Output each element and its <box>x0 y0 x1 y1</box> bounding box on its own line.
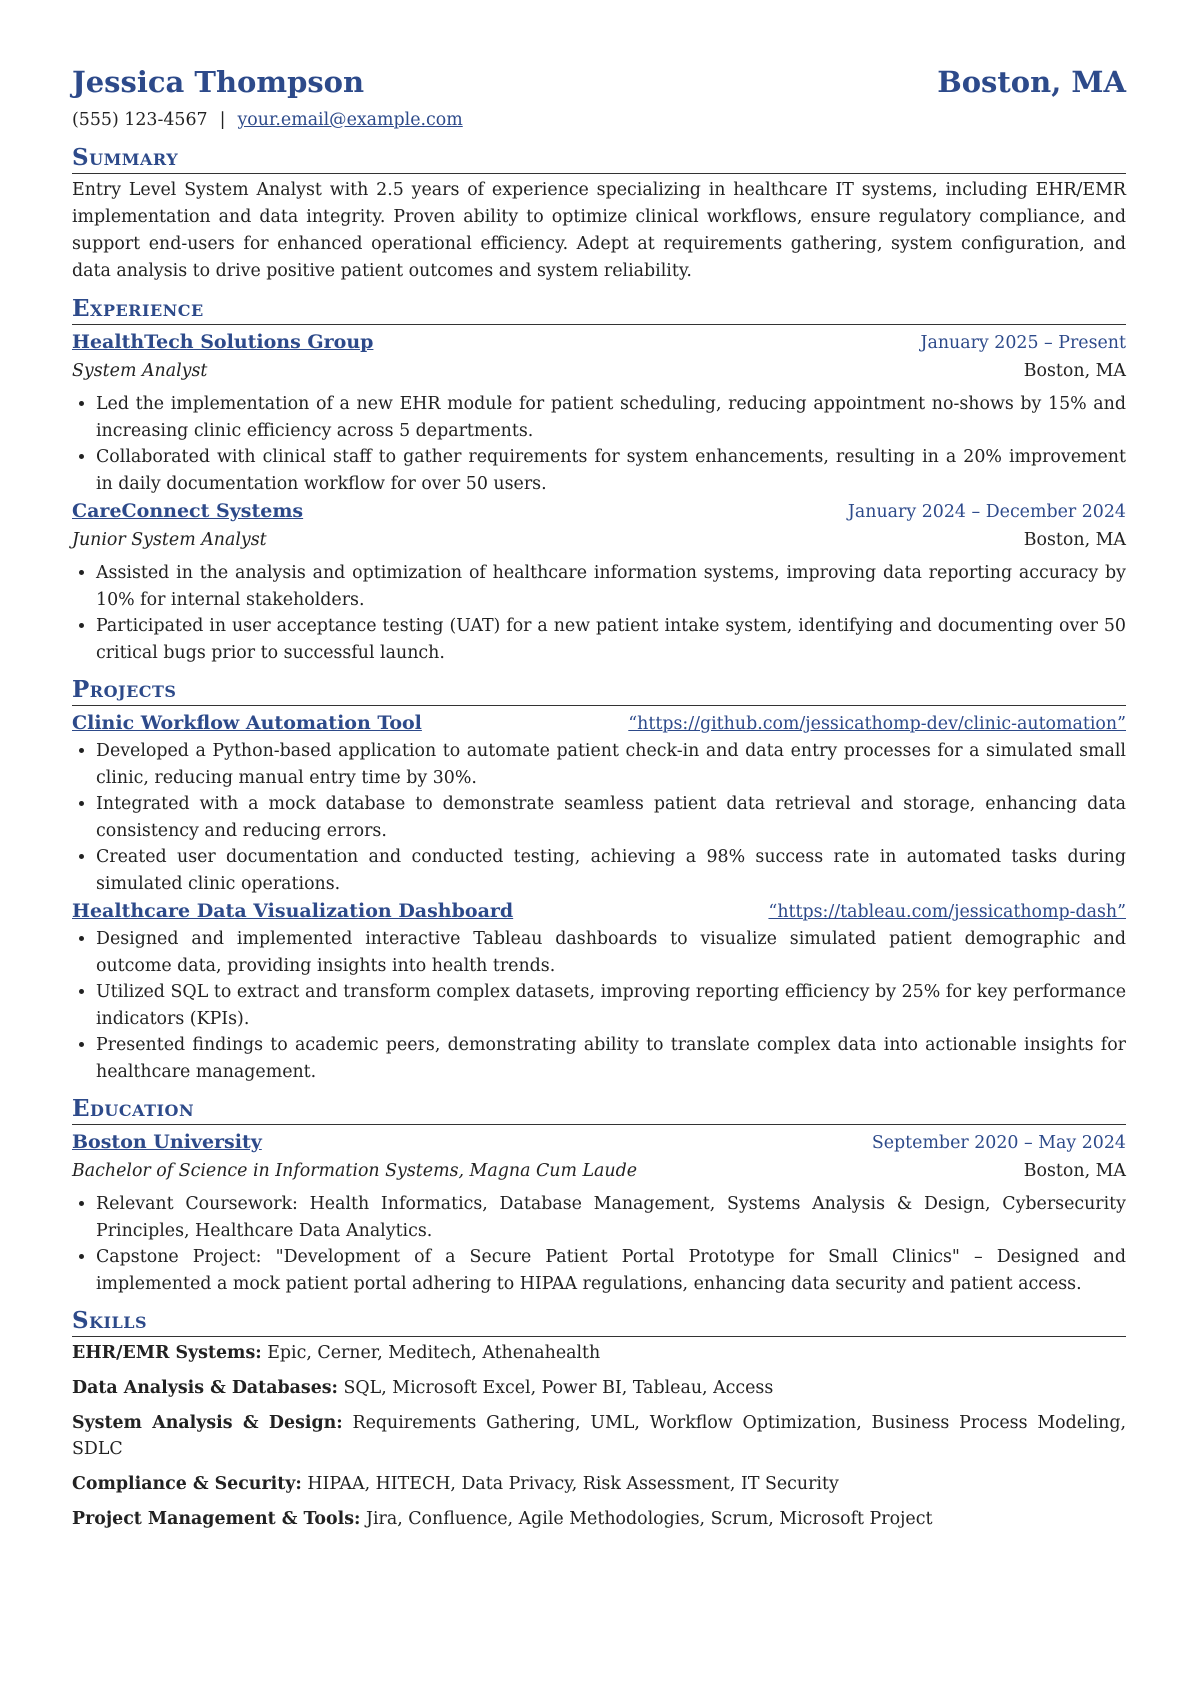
job-org-link[interactable]: CareConnect Systems <box>72 500 304 522</box>
summary-heading: Summary <box>72 144 1126 174</box>
contact-separator: | <box>219 110 226 130</box>
experience-heading: Experience <box>72 295 1126 325</box>
job-location: Boston, MA <box>1023 530 1126 550</box>
education-location: Boston, MA <box>1023 1161 1126 1181</box>
project-bullets <box>72 738 1126 897</box>
candidate-location: Boston, MA <box>937 65 1126 99</box>
skill-row <box>72 1410 1126 1462</box>
skills-heading: Skills <box>72 1307 1126 1337</box>
skill-row <box>72 1340 1126 1366</box>
bullet-item: • Created user documentation and conducted testing, achieving a 98% success rate in automated tasks during simulated clinic operations. <box>96 844 1126 897</box>
skill-label: System Analysis & Design: <box>72 1413 343 1433</box>
bullet-item: • Collaborated with clinical staff to gather requirements for system enhancements, resulting in a 20% improvement in daily documentation workflow for over 50 users. <box>96 444 1126 497</box>
bullet-item: • Capstone Project: "Development of a Secure Patient Portal Prototype for Small Clinics" – Designed and implemented a mock patient portal adhering to HIPAA regulations, enhancing data security and patient access. <box>96 1244 1126 1297</box>
skill-value: HIPAA, HITECH, Data Privacy, Risk Assessment, IT Security <box>307 1474 839 1494</box>
bullet-item: • Participated in user acceptance testing (UAT) for a new patient intake system, identifying and documenting over 50 critical bugs prior to successful launch. <box>96 613 1126 666</box>
project-url-link[interactable]: “https://tableau.com/jessicathomp-dash” <box>768 902 1126 922</box>
skill-row <box>72 1471 1126 1497</box>
skill-label: Project Management & Tools: <box>72 1509 361 1529</box>
bullet-item: • Assisted in the analysis and optimization of healthcare information systems, improving data reporting accuracy by 10% for internal stakeholders. <box>96 560 1126 613</box>
resume-page <box>72 58 1126 1541</box>
bullet-item: • Developed a Python-based application to automate patient check-in and data entry processes for a simulated small clinic, reducing manual entry time by 30%. <box>96 738 1126 791</box>
bullet-item: • Led the implementation of a new EHR module for patient scheduling, reducing appointment no-shows by 15% and increasing clinic efficiency across 5 departments. <box>96 391 1126 444</box>
education-heading: Education <box>72 1095 1126 1125</box>
projects-heading: Projects <box>72 676 1126 706</box>
job-entry <box>72 328 1126 497</box>
project-name-link[interactable]: Clinic Workflow Automation Tool <box>72 712 422 734</box>
job-bullets <box>72 391 1126 497</box>
education-dates: September 2020 – May 2024 <box>871 1133 1126 1153</box>
job-entry <box>72 497 1126 666</box>
job-role: System Analyst <box>72 361 208 381</box>
degree: Bachelor of Science in Information Systems, Magna Cum Laude <box>72 1161 638 1181</box>
resume-header <box>72 58 1126 106</box>
skill-label: Compliance & Security: <box>72 1474 302 1494</box>
job-location: Boston, MA <box>1023 361 1126 381</box>
bullet-item: • Utilized SQL to extract and transform complex datasets, improving reporting efficiency by 25% for key performance indicators (KPIs). <box>96 979 1126 1032</box>
bullet-item: • Integrated with a mock database to demonstrate seamless patient data retrieval and storage, enhancing data consistency and reducing errors. <box>96 791 1126 844</box>
skill-value: Jira, Confluence, Agile Methodologies, Scrum, Microsoft Project <box>365 1509 933 1529</box>
school-link[interactable]: Boston University <box>72 1131 262 1153</box>
bullet-item: • Designed and implemented interactive Tableau dashboards to visualize simulated patient demographic and outcome data, providing insights into health trends. <box>96 926 1126 979</box>
summary-text: Entry Level System Analyst with 2.5 years of experience specializing in healthcare IT systems, including EHR/EMR implementation and data integrity. Proven ability to optimize clinical workflows, ensure regulatory compliance, and support end-users for enhanced operational efficiency. Adept at requirements gathering, system configuration, and data analysis to drive positive patient outcomes and system reliability. <box>72 180 1126 281</box>
job-dates: January 2024 – December 2024 <box>847 502 1126 522</box>
job-org-link[interactable]: HealthTech Solutions Group <box>72 331 374 353</box>
skill-value: Epic, Cerner, Meditech, Athenahealth <box>267 1343 601 1363</box>
skill-value: Requirements Gathering, UML, Workflow Optimization, Business Process Modeling, SDLC <box>72 1413 1127 1459</box>
project-entry <box>72 709 1126 897</box>
project-name-link[interactable]: Healthcare Data Visualization Dashboard <box>72 900 514 922</box>
project-entry <box>72 897 1126 1085</box>
project-url-link[interactable]: “https://github.com/jessicathomp-dev/clinic-automation” <box>628 714 1126 734</box>
job-dates: January 2025 – Present <box>920 333 1126 353</box>
skill-value: SQL, Microsoft Excel, Power BI, Tableau, Access <box>343 1378 774 1398</box>
bullet-item: • Relevant Coursework: Health Informatics, Database Management, Systems Analysis & Design, Cybersecurity Principles, Healthcare Data Analytics. <box>96 1191 1126 1244</box>
education-entry <box>72 1128 1126 1297</box>
education-bullets <box>72 1191 1126 1297</box>
skill-row <box>72 1506 1126 1532</box>
contact-line <box>72 106 1126 134</box>
skills-list <box>72 1340 1126 1532</box>
bullet-item: • Presented findings to academic peers, demonstrating ability to translate complex data into actionable insights for healthcare management. <box>96 1032 1126 1085</box>
skill-row <box>72 1375 1126 1401</box>
project-bullets <box>72 926 1126 1085</box>
candidate-name: Jessica Thompson <box>72 65 365 99</box>
job-role: Junior System Analyst <box>72 530 267 550</box>
phone-number: (555) 123-4567 <box>72 110 208 130</box>
email-link[interactable]: your.email@example.com <box>237 110 463 130</box>
skill-label: EHR/EMR Systems: <box>72 1343 262 1363</box>
job-bullets <box>72 560 1126 666</box>
skill-label: Data Analysis & Databases: <box>72 1378 338 1398</box>
